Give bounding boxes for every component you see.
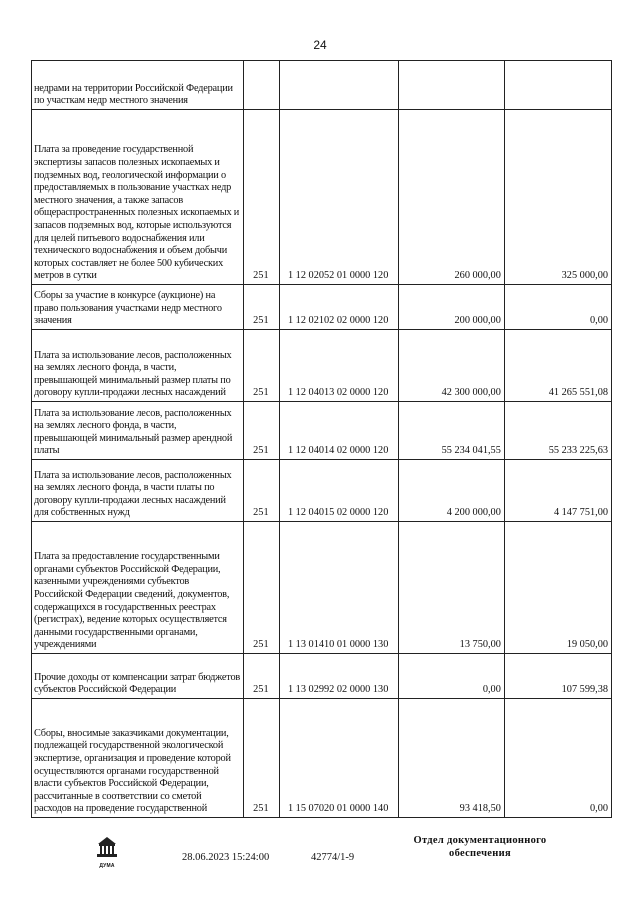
duma-emblem-icon	[92, 836, 122, 858]
revenue-name-cell	[32, 61, 244, 110]
budget-code-cell-text: 1 15 07020 01 0000 140	[287, 803, 389, 815]
planned-amount-cell	[398, 330, 504, 402]
table-row	[32, 460, 612, 522]
revenue-table-body	[32, 61, 612, 818]
planned-amount-cell-text: 13 750,00	[459, 639, 501, 651]
planned-amount-cell-text: 260 000,00	[454, 270, 501, 282]
table-row	[32, 110, 612, 285]
revenue-name-cell-text: Прочие доходы от компенсации затрат бюджетов субъектов Российской Федерации	[34, 671, 241, 696]
admin-code-cell-text: 251	[253, 270, 269, 282]
table-row	[32, 699, 612, 818]
admin-code-cell	[244, 460, 279, 522]
budget-code-cell	[279, 285, 398, 330]
actual-amount-cell-text: 4 147 751,00	[553, 507, 608, 519]
table-row	[32, 285, 612, 330]
budget-code-cell	[279, 460, 398, 522]
revenue-name-cell	[32, 522, 244, 654]
actual-amount-cell	[504, 110, 611, 285]
budget-code-cell	[279, 699, 398, 818]
table-row	[32, 61, 612, 110]
actual-amount-cell	[504, 330, 611, 402]
budget-code-cell-text: 1 13 01410 01 0000 130	[287, 639, 389, 651]
revenue-name-cell	[32, 402, 244, 460]
department-line-2: обеспечения	[449, 848, 511, 859]
actual-amount-cell-text: 325 000,00	[561, 270, 608, 282]
planned-amount-cell	[398, 460, 504, 522]
table-row	[32, 402, 612, 460]
budget-code-cell	[279, 110, 398, 285]
planned-amount-cell	[398, 522, 504, 654]
actual-amount-cell	[504, 402, 611, 460]
department-stamp	[402, 834, 558, 860]
admin-code-cell	[244, 402, 279, 460]
actual-amount-cell-text: 41 265 551,08	[548, 387, 608, 399]
admin-code-cell	[244, 699, 279, 818]
budget-code-cell-text: 1 12 04013 02 0000 120	[287, 387, 389, 399]
planned-amount-cell	[398, 699, 504, 818]
budget-code-cell	[279, 61, 398, 110]
actual-amount-cell-text: 0,00	[589, 315, 608, 327]
planned-amount-cell	[398, 61, 504, 110]
revenue-name-cell-text: Сборы за участие в конкурсе (аукционе) на право пользования участками недр местного значения	[34, 290, 222, 327]
actual-amount-cell	[504, 285, 611, 330]
table-row	[32, 522, 612, 654]
revenue-name-cell	[32, 460, 244, 522]
planned-amount-cell	[398, 285, 504, 330]
budget-code-cell-text: 1 12 02052 01 0000 120	[287, 270, 389, 282]
admin-code-cell	[244, 285, 279, 330]
revenue-name-cell	[32, 330, 244, 402]
budget-code-cell	[279, 654, 398, 699]
actual-amount-cell-text: 0,00	[589, 803, 608, 815]
admin-code-cell	[244, 330, 279, 402]
duma-logo	[92, 836, 122, 869]
admin-code-cell-text: 251	[253, 445, 269, 457]
planned-amount-cell	[398, 654, 504, 699]
revenue-name-cell	[32, 110, 244, 285]
admin-code-cell-text: 251	[253, 387, 269, 399]
revenue-table	[31, 60, 612, 818]
planned-amount-cell	[398, 402, 504, 460]
budget-code-cell-text: 1 13 02992 02 0000 130	[287, 684, 389, 696]
revenue-name-cell-text: Плата за проведение государственной экспертизы запасов полезных ископаемых и подземных вод, геологической информации о предоставляемых в пользование участках недр местного значения, а также запасов общераспространенных полезных ископаемых и запасов подземных вод, которые используются для целей питьевого водоснабжения или технического водоснабжения и объем добычи которых составляет не более 500 кубических метров в сутки	[34, 144, 240, 282]
actual-amount-cell-text: 19 050,00	[566, 639, 608, 651]
revenue-name-cell	[32, 285, 244, 330]
actual-amount-cell	[504, 654, 611, 699]
actual-amount-cell	[504, 460, 611, 522]
planned-amount-cell-text: 4 200 000,00	[446, 507, 501, 519]
revenue-name-cell-text: Плата за использование лесов, расположенных на землях лесного фонда, в части платы по договору купли-продажи лесных насаждений для собственных нужд	[34, 469, 232, 519]
planned-amount-cell	[398, 110, 504, 285]
revenue-name-cell	[32, 699, 244, 818]
budget-code-cell-text: 1 12 04014 02 0000 120	[287, 445, 389, 457]
registration-datetime: 28.06.2023 15:24:00	[182, 852, 270, 863]
actual-amount-cell	[504, 61, 611, 110]
planned-amount-cell-text: 93 418,50	[459, 803, 501, 815]
budget-code-cell	[279, 402, 398, 460]
logo-text: ДУМА	[99, 863, 115, 869]
revenue-name-cell-text: Плата за использование лесов, расположенных на землях лесного фонда, в части, превышающей минимальный размер арендной платы	[34, 407, 233, 457]
admin-code-cell	[244, 110, 279, 285]
admin-code-cell	[244, 654, 279, 699]
admin-code-cell	[244, 522, 279, 654]
revenue-name-cell	[32, 654, 244, 699]
planned-amount-cell-text: 55 234 041,55	[441, 445, 501, 457]
admin-code-cell-text: 251	[253, 639, 269, 651]
admin-code-cell-text: 251	[253, 803, 269, 815]
budget-code-cell	[279, 522, 398, 654]
admin-code-cell	[244, 61, 279, 110]
actual-amount-cell	[504, 522, 611, 654]
actual-amount-cell-text: 107 599,38	[561, 684, 608, 696]
actual-amount-cell	[504, 699, 611, 818]
revenue-name-cell-text: Плата за использование лесов, расположенных на землях лесного фонда, в части, превышающей минимальный размер платы по договору купли-продажи лесных насаждений	[34, 349, 232, 399]
registration-number: 42774/1-9	[311, 852, 355, 863]
revenue-name-cell-text: недрами на территории Российской Федерации по участкам недр местного значения	[34, 82, 233, 107]
table-row	[32, 330, 612, 402]
revenue-name-cell-text: Плата за предоставление государственными органами субъектов Российской Федерации, казенными учреждениями субъектов Российской Федерации сведений, документов, содержащихся в государственных реестрах (регистрах), ведение которых осуществляется данными государственными органами, учреждениями	[34, 551, 230, 651]
budget-code-cell-text: 1 12 02102 02 0000 120	[287, 315, 389, 327]
admin-code-cell-text: 251	[253, 507, 269, 519]
budget-code-cell-text: 1 12 04015 02 0000 120	[287, 507, 389, 519]
department-line-1: Отдел документационного	[413, 835, 547, 846]
budget-code-cell	[279, 330, 398, 402]
page-number: 24	[313, 38, 327, 52]
planned-amount-cell-text: 0,00	[482, 684, 501, 696]
actual-amount-cell-text: 55 233 225,63	[548, 445, 608, 457]
admin-code-cell-text: 251	[253, 684, 269, 696]
planned-amount-cell-text: 42 300 000,00	[441, 387, 501, 399]
revenue-name-cell-text: Сборы, вносимые заказчиками документации, подлежащей государственной экологической экспертизе, организация и проведение которой осуществляются органами государственной власти субъектов Российской Федерации, рассчитанные в соответствии со сметой расходов на проведение государственной	[34, 727, 231, 815]
table-row	[32, 654, 612, 699]
planned-amount-cell-text: 200 000,00	[454, 315, 501, 327]
admin-code-cell-text: 251	[253, 315, 269, 327]
